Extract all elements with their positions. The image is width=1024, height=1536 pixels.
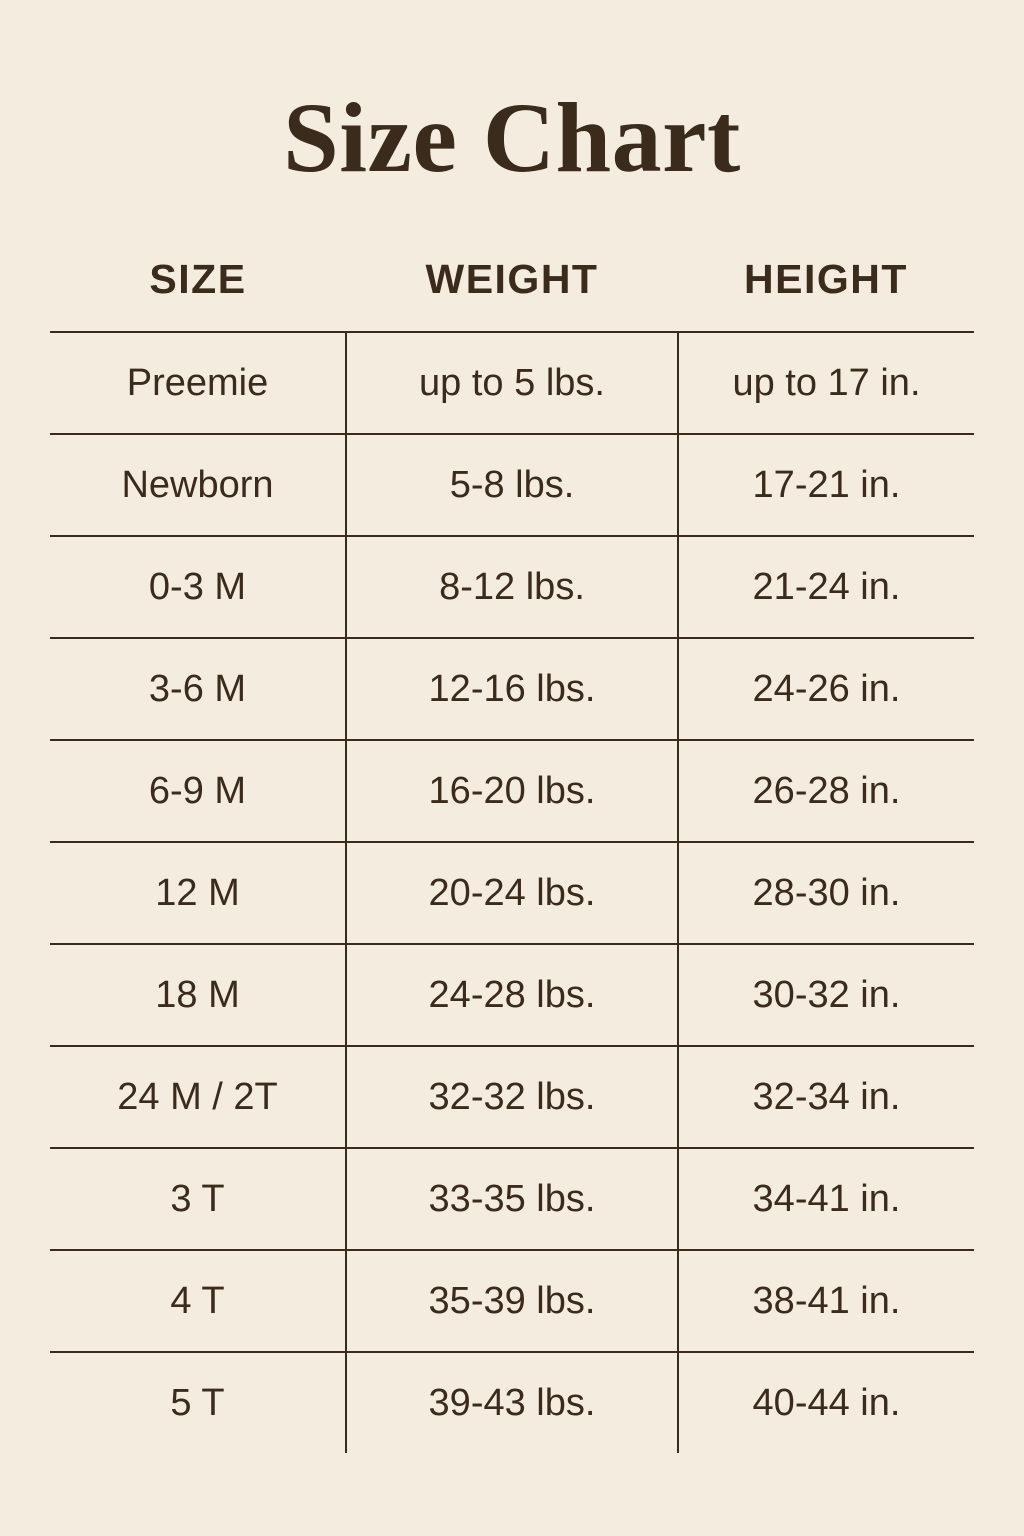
column-header-weight: WEIGHT (425, 256, 599, 302)
table-row (50, 638, 974, 740)
cell-size: Newborn (50, 434, 346, 536)
cell-weight: 39-43 lbs. (346, 1352, 678, 1453)
cell-height: 21-24 in. (678, 536, 974, 638)
table-row (50, 842, 974, 944)
table-row (50, 1352, 974, 1453)
page-title: Size Chart (283, 82, 741, 193)
table-row (50, 1046, 974, 1148)
cell-height: 32-34 in. (678, 1046, 974, 1148)
cell-weight: 12-16 lbs. (346, 638, 678, 740)
table-body (50, 332, 974, 1453)
table-row (50, 434, 974, 536)
table-row (50, 944, 974, 1046)
column-header-size: SIZE (149, 256, 247, 302)
cell-size: 5 T (50, 1352, 346, 1453)
cell-weight: up to 5 lbs. (346, 332, 678, 434)
cell-weight: 16-20 lbs. (346, 740, 678, 842)
cell-size: 0-3 M (50, 536, 346, 638)
cell-weight: 32-32 lbs. (346, 1046, 678, 1148)
cell-size: 6-9 M (50, 740, 346, 842)
cell-height: 38-41 in. (678, 1250, 974, 1352)
cell-height: 40-44 in. (678, 1352, 974, 1453)
cell-weight: 24-28 lbs. (346, 944, 678, 1046)
cell-height: 17-21 in. (678, 434, 974, 536)
cell-height: 34-41 in. (678, 1148, 974, 1250)
cell-height: 24-26 in. (678, 638, 974, 740)
cell-size: 12 M (50, 842, 346, 944)
table-header-row (50, 256, 974, 332)
cell-size: Preemie (50, 332, 346, 434)
cell-height: up to 17 in. (678, 332, 974, 434)
table-row (50, 1250, 974, 1352)
cell-size: 18 M (50, 944, 346, 1046)
table-row (50, 332, 974, 434)
cell-weight: 5-8 lbs. (346, 434, 678, 536)
column-header-height: HEIGHT (744, 256, 908, 302)
cell-weight: 33-35 lbs. (346, 1148, 678, 1250)
table-row (50, 740, 974, 842)
table-row (50, 1148, 974, 1250)
cell-height: 28-30 in. (678, 842, 974, 944)
table-row (50, 536, 974, 638)
cell-weight: 20-24 lbs. (346, 842, 678, 944)
size-chart-table (50, 256, 974, 1453)
cell-height: 26-28 in. (678, 740, 974, 842)
cell-weight: 35-39 lbs. (346, 1250, 678, 1352)
cell-size: 4 T (50, 1250, 346, 1352)
cell-size: 3 T (50, 1148, 346, 1250)
cell-size: 24 M / 2T (50, 1046, 346, 1148)
cell-weight: 8-12 lbs. (346, 536, 678, 638)
cell-size: 3-6 M (50, 638, 346, 740)
table-header (50, 256, 974, 332)
cell-height: 30-32 in. (678, 944, 974, 1046)
